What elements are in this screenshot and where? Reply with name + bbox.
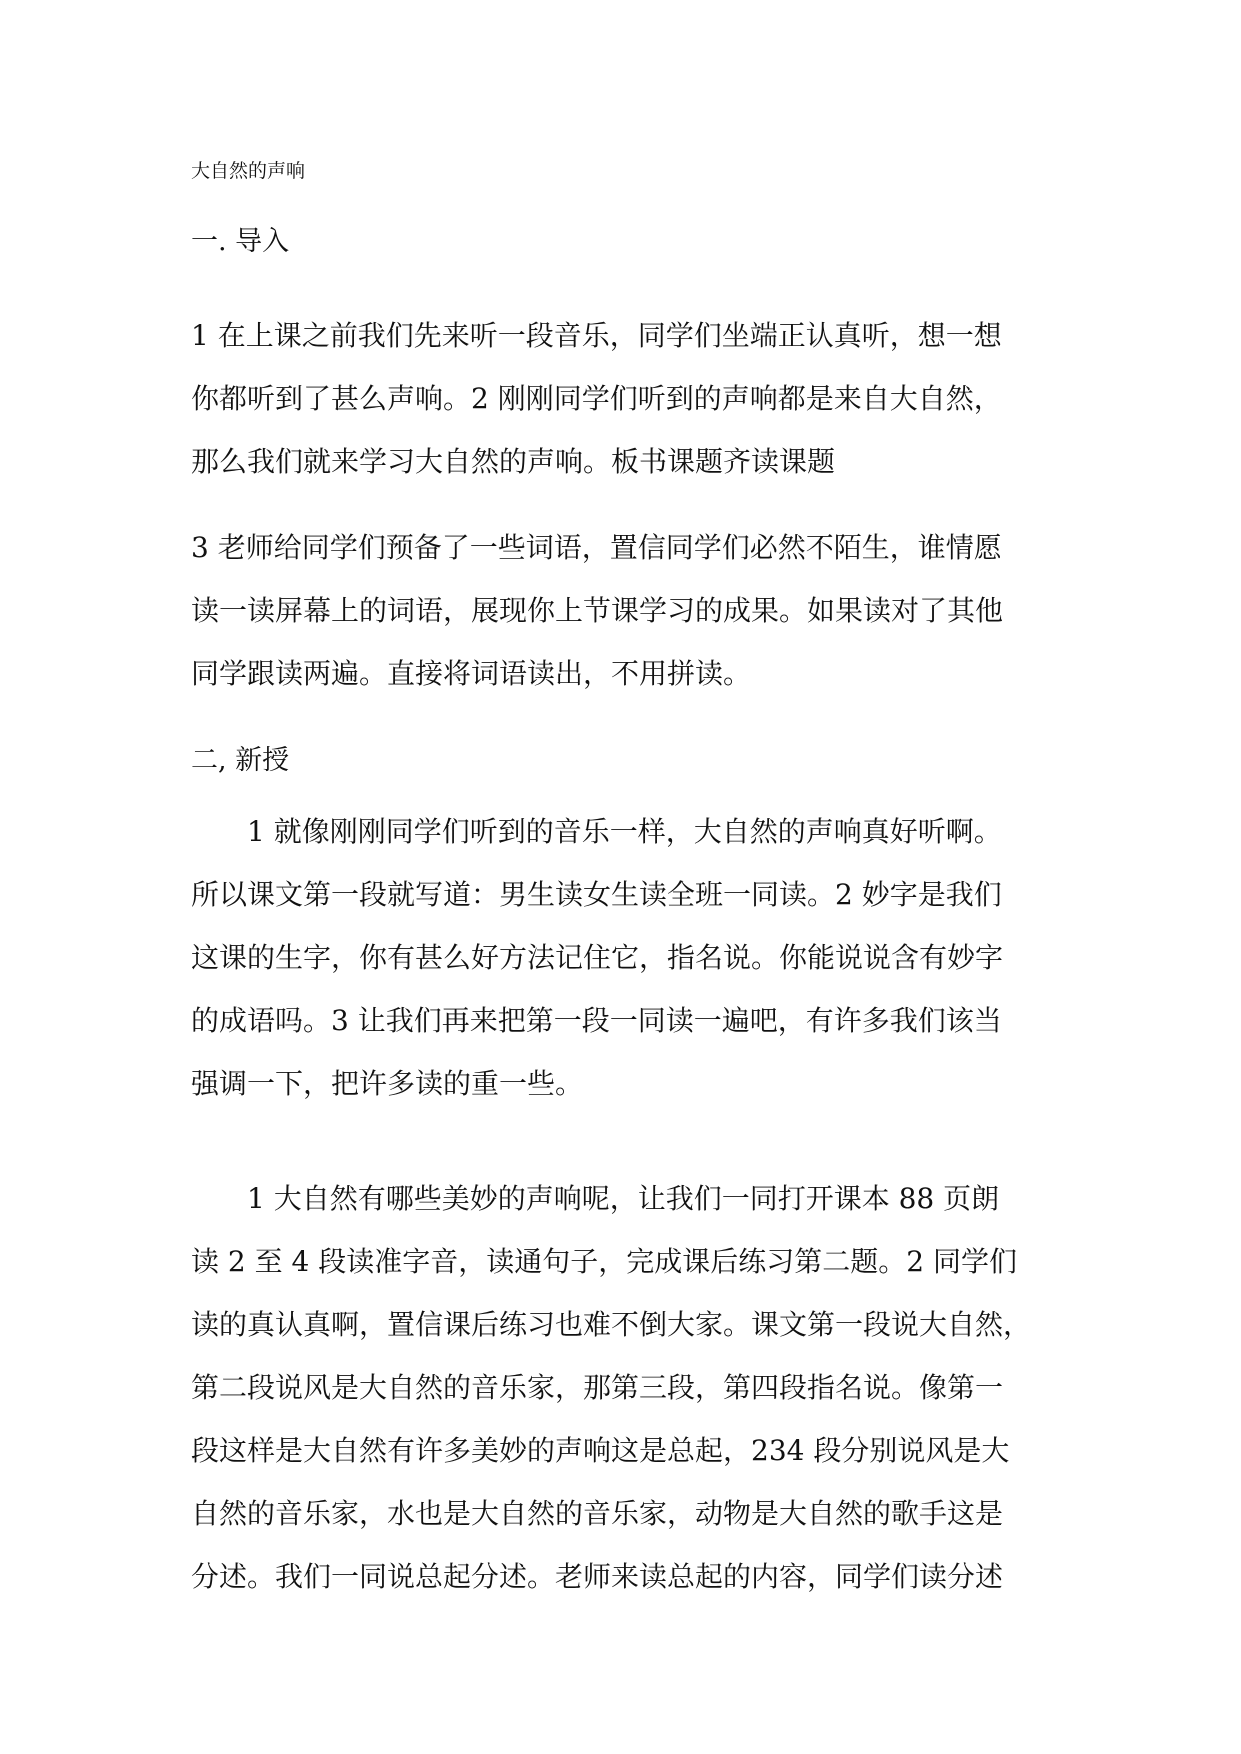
text-line: 所以课文第一段就写道：男生读女生读全班一同读。2 妙字是我们 bbox=[191, 878, 1002, 911]
text-line: 这课的生字，你有甚么好方法记住它，指名说。你能说说含有妙字 bbox=[191, 941, 1004, 974]
paragraph-intro-1 bbox=[191, 304, 1071, 493]
section-heading-intro: 一. 导入 bbox=[191, 226, 290, 257]
text-line: 强调一下，把许多读的重一些。 bbox=[191, 1067, 584, 1100]
text-line: 的成语吗。3 让我们再来把第一段一同读一遍吧，有许多我们该当 bbox=[191, 1004, 1002, 1037]
text-line: 1 大自然有哪些美妙的声响呢，让我们一同打开课本 88 页朗 bbox=[247, 1182, 1000, 1215]
text-line: 第二段说风是大自然的音乐家，那第三段，第四段指名说。像第一 bbox=[191, 1371, 1004, 1404]
text-line: 自然的音乐家，水也是大自然的音乐家，动物是大自然的歌手这是 bbox=[191, 1497, 1004, 1530]
text-line: 你都听到了甚么声响。2 刚刚同学们听到的声响都是来自大自然， bbox=[191, 382, 1002, 415]
text-line: 3 老师给同学们预备了一些词语，置信同学们必然不陌生，谁情愿 bbox=[191, 531, 1002, 564]
paragraph-new-lesson-1 bbox=[191, 800, 1071, 1115]
text-line: 读 2 至 4 段读准字音，读通句子，完成课后练习第二题。2 同学们 bbox=[191, 1245, 1017, 1278]
paragraph-intro-2 bbox=[191, 516, 1071, 705]
section-heading-new-lesson: 二, 新授 bbox=[191, 745, 290, 776]
text-line: 同学跟读两遍。直接将词语读出，不用拼读。 bbox=[191, 657, 752, 690]
text-line: 那么我们就来学习大自然的声响。板书课题齐读课题 bbox=[191, 445, 836, 478]
text-line: 读的真认真啊，置信课后练习也难不倒大家。课文第一段说大自然， bbox=[191, 1308, 1032, 1341]
paragraph-new-lesson-2 bbox=[191, 1167, 1071, 1608]
document-title: 大自然的声响 bbox=[191, 160, 306, 182]
text-line: 1 在上课之前我们先来听一段音乐，同学们坐端正认真听，想一想 bbox=[191, 319, 1002, 352]
text-line: 分述。我们一同说总起分述。老师来读总起的内容，同学们读分述 bbox=[191, 1560, 1004, 1593]
text-line: 读一读屏幕上的词语，展现你上节课学习的成果。如果读对了其他 bbox=[191, 594, 1004, 627]
text-line: 1 就像刚刚同学们听到的音乐一样，大自然的声响真好听啊。 bbox=[247, 815, 1002, 848]
text-line: 段这样是大自然有许多美妙的声响这是总起，234 段分别说风是大 bbox=[191, 1434, 1010, 1467]
